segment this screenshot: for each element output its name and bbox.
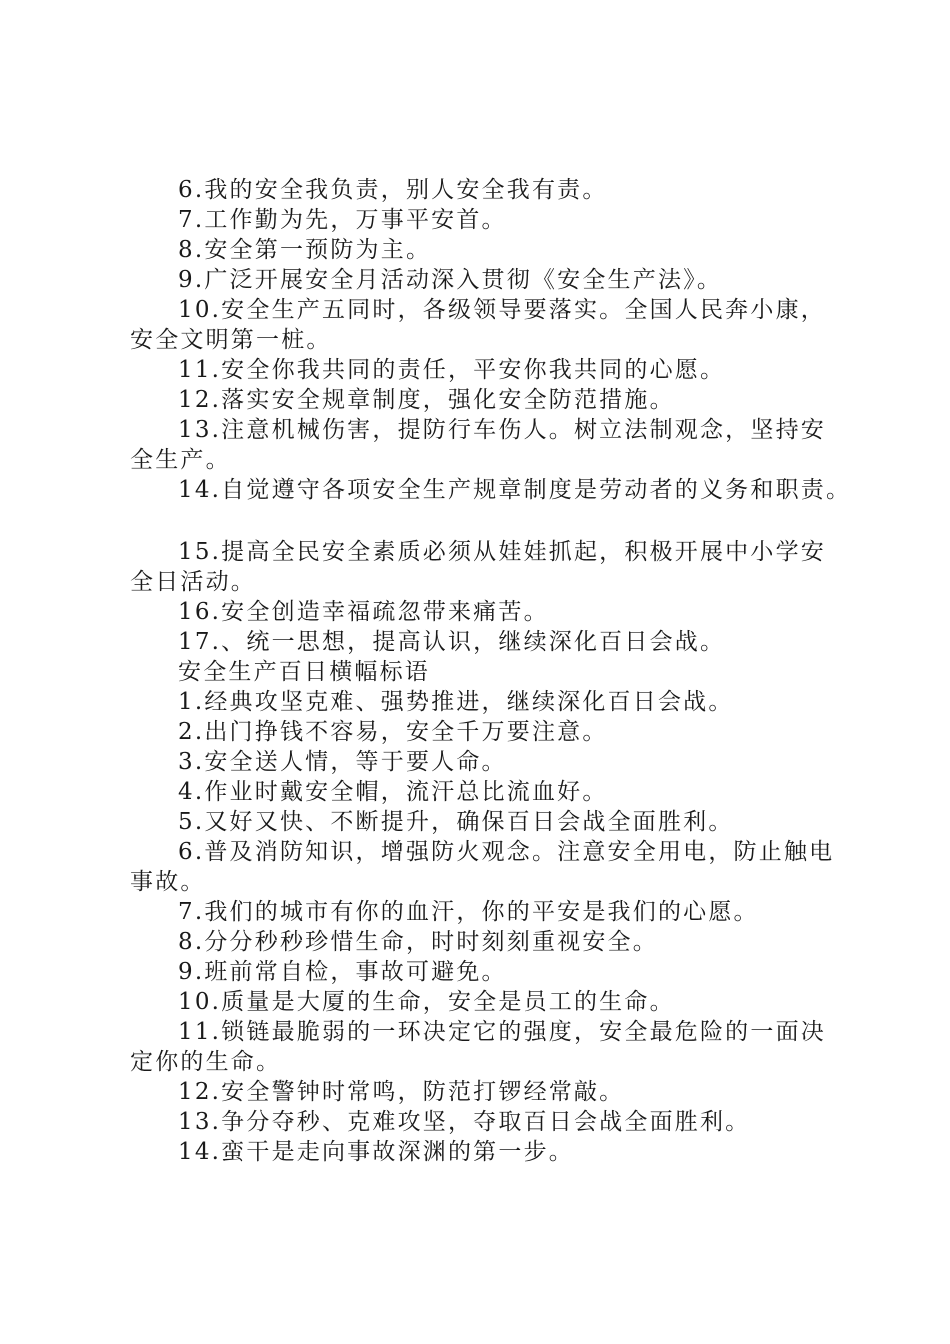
paragraph: 13.争分夺秒、克难攻坚，夺取百日会战全面胜利。 — [178, 1109, 751, 1135]
paragraph: 10.安全生产五同时，各级领导要落实。全国人民奔小康，安全文明第一桩。 — [130, 297, 826, 353]
paragraph: 8.安全第一预防为主。 — [178, 237, 432, 263]
paragraph: 14.自觉遵守各项安全生产规章制度是劳动者的义务和职责。 — [178, 477, 852, 503]
paragraph: 9.广泛开展安全月活动深入贯彻《安全生产法》。 — [178, 267, 723, 293]
paragraph: 5.又好又快、不断提升，确保百日会战全面胜利。 — [178, 809, 734, 835]
paragraph-gap — [130, 505, 850, 537]
paragraph: 7.我们的城市有你的血汗，你的平安是我们的心愿。 — [178, 899, 759, 925]
paragraph: 17.、统一思想，提高认识，继续深化百日会战。 — [178, 629, 726, 655]
paragraph: 14.蛮干是走向事故深渊的第一步。 — [178, 1139, 574, 1165]
paragraph: 16.安全创造幸福疏忽带来痛苦。 — [178, 599, 549, 625]
paragraph: 11.安全你我共同的责任，平安你我共同的心愿。 — [178, 357, 726, 383]
paragraph: 8.分分秒秒珍惜生命，时时刻刻重视安全。 — [178, 929, 658, 955]
paragraph: 10.质量是大厦的生命，安全是员工的生命。 — [178, 989, 675, 1015]
paragraph: 1.经典攻坚克难、强势推进，继续深化百日会战。 — [178, 689, 734, 715]
paragraph: 2.出门挣钱不容易，安全千万要注意。 — [178, 719, 608, 745]
paragraph: 15.提高全民安全素质必须从娃娃抓起，积极开展中小学安全日活动。 — [130, 539, 826, 595]
paragraph: 3.安全送人情，等于要人命。 — [178, 749, 507, 775]
paragraph: 6.普及消防知识，增强防火观念。注意安全用电，防止触电事故。 — [130, 839, 835, 895]
paragraph: 13.注意机械伤害，提防行车伤人。树立法制观念，坚持安全生产。 — [130, 417, 826, 473]
paragraph: 11.锁链最脆弱的一环决定它的强度，安全最危险的一面决定你的生命。 — [130, 1019, 826, 1075]
section-heading: 安全生产百日横幅标语 — [178, 659, 430, 685]
paragraph: 4.作业时戴安全帽，流汗总比流血好。 — [178, 779, 608, 805]
document-body — [130, 175, 850, 1167]
paragraph: 7.工作勤为先，万事平安首。 — [178, 207, 507, 233]
paragraph: 12.落实安全规章制度，强化安全防范措施。 — [178, 387, 675, 413]
paragraph: 6.我的安全我负责，别人安全我有责。 — [178, 177, 608, 203]
paragraph: 9.班前常自检，事故可避免。 — [178, 959, 507, 985]
paragraph: 12.安全警钟时常鸣，防范打锣经常敲。 — [178, 1079, 625, 1105]
